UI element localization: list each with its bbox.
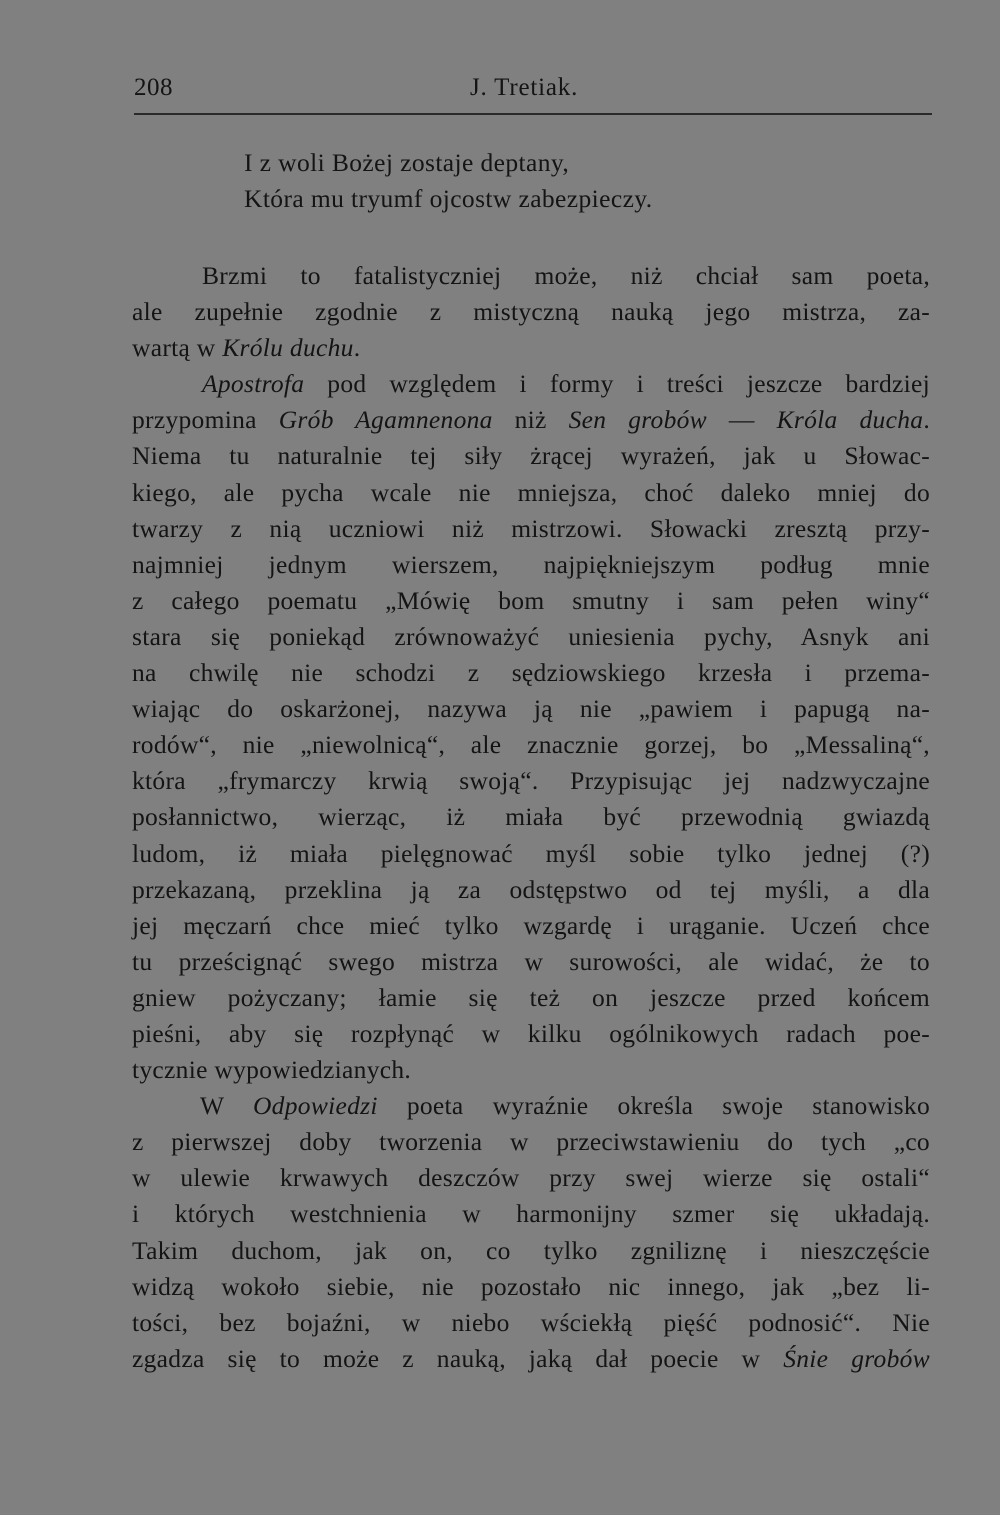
text-line: przekazaną, przeklina ją za odstępstwo od tej myśli, a dla [132,874,930,904]
text-line: jej męczarń chce mieć tylko wzgardę i urąganie. Uczeń chce [132,910,930,940]
text-line: posłannictwo, wierząc, iż miała być przewodnią gwiazdą [132,802,930,832]
text-line: w ulewie krwawych deszczów przy swej wierze się ostali“ [132,1163,930,1193]
italic-title: Króla ducha [776,405,924,435]
text-line: ale zupełnie zgodnie z mistyczną nauką jego mistrza, za- [132,297,930,327]
text-line: gniew pożyczany; łamie się też on jeszcze przed końcem [132,982,930,1012]
text-line: W Odpowiedzi poeta wyraźnie określa swoje stanowisko [200,1091,931,1121]
text-line: kiego, ale pycha wcale nie mniejsza, choć daleko mniej do [132,477,930,507]
page-number: 208 [134,74,173,101]
italic-title: Królu duchu [222,333,354,363]
text-line: rodów“, nie „niewolnicą“, ale znacznie gorzej, bo „Messaliną“, [132,730,930,760]
text-line: przypomina Grób Agamnenona niż Sen grobów — Króla ducha. [132,405,930,435]
header-rule [134,113,932,115]
text-line: Apostrofa pod względem i formy i treści jeszcze bardziej [202,369,930,399]
verse-quote [244,145,653,217]
text-line: najmniej jednym wierszem, najpiękniejszym podług mnie [132,549,930,579]
text-line: twarzy z nią uczniowi niż mistrzowi. Słowacki zresztą przy- [132,513,930,543]
verse-line: Która mu tryumf ojcostw zabezpieczy. [244,184,653,213]
text-line: z pierwszej doby tworzenia w przeciwstawieniu do tych „co [132,1127,930,1157]
text-line: wartą w Królu duchu. [132,333,361,363]
text-line: Brzmi to fatalistyczniej może, niż chciał sam poeta, [202,261,930,290]
text-line: wiając do oskarżonej, nazywa ją nie „pawiem i papugą na- [132,694,930,724]
text-line: ludom, iż miała pielęgnować myśl sobie tylko jednej (?) [132,838,930,868]
text-line: która „frymarczy krwią swoją“. Przypisując jej nadzwyczajne [132,766,930,796]
italic-title: Grób Agamnenona [278,405,493,435]
text-line: widzą wokoło siebie, nie pozostało nic innego, jak „bez li- [132,1271,930,1301]
text-line: tu prześcignąć swego mistrza w surowości, ale widać, że to [132,946,930,976]
page-header [134,74,934,114]
text-line: z całego poematu „Mówię bom smutny i sam pełen winy“ [132,585,930,615]
text-line: i których westchnienia w harmonijny szmer się układają. [132,1199,930,1229]
italic-title: Sen grobów [568,405,707,435]
text-line: na chwilę nie schodzi z sędziowskiego krzesła i przema- [132,658,930,688]
text-line: Takim duchom, jak on, co tylko zgniliznę i nieszczęście [132,1235,930,1265]
text-line: tości, bez bojaźni, w niebo wściekłą pięść podnosić“. Nie [132,1307,930,1337]
text-line: zgadza się to może z nauką, jaką dał poecie w Śnie grobów [132,1343,930,1373]
italic-title: Apostrofa [202,369,305,399]
body-text [132,258,930,1377]
verse-line: I z woli Bożej zostaje deptany, [244,148,570,177]
text-line: stara się poniekąd zrównoważyć uniesienia pychy, Asnyk ani [132,621,930,651]
italic-title: Śnie grobów [783,1343,930,1373]
running-head: J. Tretiak. [470,74,579,101]
italic-title: Odpowiedzi [252,1091,378,1121]
text-line: Niema tu naturalnie tej siły żrącej wyrażeń, jak u Słowac- [132,441,930,471]
text-line: pieśni, aby się rozpłynąć w kilku ogólnikowych radach poe- [132,1018,930,1048]
text-line: tycznie wypowiedzianych. [132,1055,412,1085]
